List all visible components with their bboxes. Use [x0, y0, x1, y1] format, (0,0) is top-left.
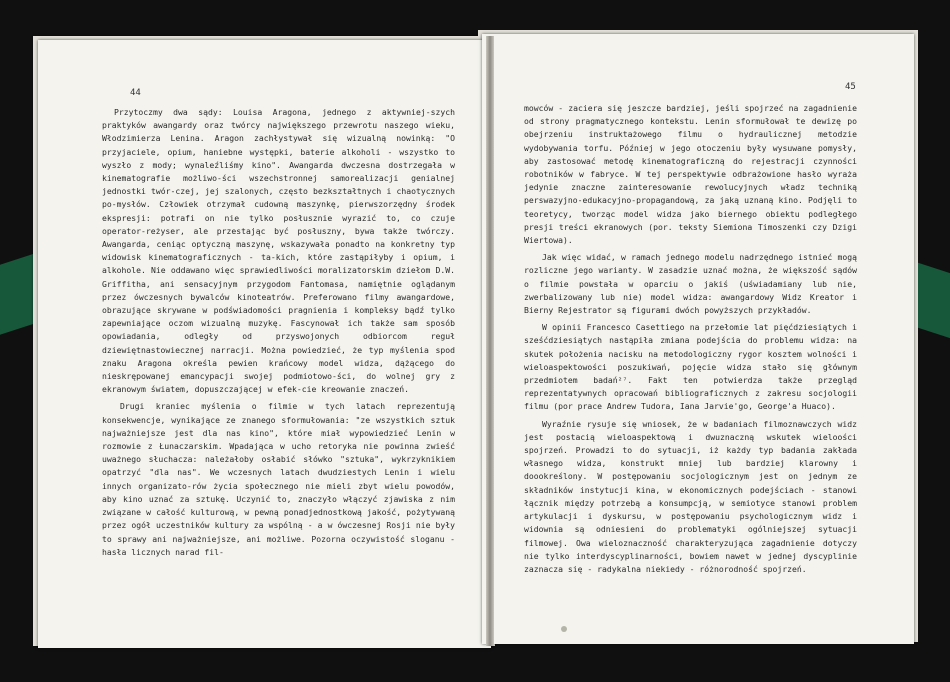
paragraph: Jak więc widać, w ramach jednego modelu nadrzędnego istnieć mogą rozliczne jego warianty. W zasadzie uznać można, że większość sądów o filmie powstała w oparciu o jakiś (uświadamiany lub nie, zwerbalizowany lub nie) model widza: awangardowy Widz Kreator i Bierny Rejestrator są figurami dwóch powyższych przykładów. — [524, 252, 857, 316]
right-page — [482, 34, 914, 644]
book-gutter — [486, 36, 494, 646]
paragraph: Drugi kraniec myślenia o filmie w tych latach reprezentują konsekwencje, wynikające ze znanego sformułowania: "ze wszystkich sztuk najważniejsze jest dla nas kino", które miał wypowiedzieć Lenin w rozmowie z Łunaczarskim. Wpadająca w ucho retoryka nie powinna zwieść uważnego słuchacza: należałoby osłabić słówko "sztuka", wykrzyknikiem opatrzyć "dla nas". We wczesnych latach dwudziestych Lenin i wielu innych organizato-rów życia społecznego nie mieli zbyt wielu powodów, aby kino uznać za sztukę. Uczynić to, znaczyło włączyć zjawiska z nim związane w całość kulturową, w pewną ponadjednostkową jakość, pożytywaną przez ogół uczestników kultury za wspólną - a w ówczesnej Rosji nie były to sprawy ani najważniejsze, ani możliwe. Pozorna oczywistość sloganu - hasła licznych narad fil- — [102, 401, 455, 557]
right-page-text — [524, 102, 857, 580]
page-number-right: 45 — [845, 82, 856, 92]
ink-mark — [561, 626, 567, 632]
paragraph: W opinii Francesco Casettiego na przełomie lat pięćdziesiątych i sześćdziesiątych nastąpiła zmiana podejścia do problemu widza: na skutek położenia nacisku na metodologiczny rygor kosztem wolności i wieloaspektowości poszukiwań, pojęcie widza stało się głównym przedmiotem badań²⁷. Fakt ten potwierdza także przegląd reprezentatywnych opracowań bibliograficznych z zakresu socjologii filmu (por prace Andrew Tudora, Iana Jarvie'go, George'a Huaco). — [524, 322, 857, 412]
left-page-text — [102, 106, 455, 563]
paragraph: Przytoczmy dwa sądy: Louisa Aragona, jednego z aktywniej-szych praktyków awangardy oraz twórcy największego przewrotu naszego wieku, Włodzimierza Lenina. Aragon zachłystywał się wizualną nowinką: "O przyjaciele, opium, haniebne występki, baterie alkoholi - wszystko to wyszło z mody; wynaleźliśmy kino". Awangarda dwczesna dostrzegała w kinematografie możliwo-ści wszechstronnej samorealizacji genialnej jednostki twór-czej, jej szalonych, często bezkształtnych i chaotycznych po-mysłów. Człowiek otrzymał cudowną maszynkę, pierwszorzędny środek ekspresji: potrafi on nie tylko posłusznie wyrazić to, co czuje operator-reżyser, ale przestając być posłuszny, bywa także twórczy. Awangarda, ceniąc optyczną maszynę, wskazywała ponadto na konkretny typ widowisk kinematograficznych - ta-kich, które zastąpiłyby i opium, i alkohole. Nie oddawano więc sprawiedliwości moralizatorskim dziełom D.W. Griffitha, ani sensacyjnym przygodom Fantomasa, namiętnie oglądanym przez ówczesnych bywalców kinoteatrów. Preferowano filmy awangardowe, obrazujące skrywane w podświadomości pragnienia i kompleksy bądź tylko zapewniające oczom wizualną muzykę. Fascynował ich także sam sposób opowiadania, odległy od przyswojonych odbiorcom reguł dziewiętnastowiecznej narracji. Można powiedzieć, że typ myślenia spod znaku Aragona określa pewien krańcowy model widza, dążącego do nieskrępowanej emancypacji swojej podmiotowo-ści, do wolnej gry z ekranowym światem, dopuszczającej w efek-cie kreowanie znaczeń. — [102, 107, 455, 395]
paragraph: mowców - zaciera się jeszcze bardziej, jeśli spojrzeć na zagadnienie od strony pragmatycznego kontekstu. Lenin sformułował te dewizę po obejrzeniu instruktażowego filmu o hydraulicznej metodzie wydobywania torfu. Później w jego otoczeniu były wysuwane pomysły, aby zastosować metodę kinematograficzną do rejestracji czynności robotników w fabryce. W tej perspektywie odbrażowione hasło wyraża jedynie znaczne zainteresowanie rewolucyjnych władz techniką perswazyjno-edukacyjno-propagandową, za jaką uznaną kino. Podjęli to teoretycy, tworząc model widza jako biernego obiektu podległego presji treści ekranowych (por. teksty Siemiona Timoszenki czy Dzigi Wiertowa). — [524, 103, 857, 246]
paragraph: Wyraźnie rysuje się wniosek, że w badaniach filmoznawczych widz jest postacią wieloaspektową i dwuznaczną wskutek wieloości spojrzeń. Prowadzi to do sytuacji, iż każdy typ badania zakłada własnego widza, konstrukt mniej lub bardziej klarowny i doookreślony. W postępowaniu socjologicznym jest on jednym ze składników instytucji kina, w ekonomicznych podejściach - stanowi łącznik między potrzebą a konsumpcją, w semiotyce stanowi problem artykulacji i dyskursu, w postępowaniu psychologicznym widz i widownia są odniesieni do problematyki ogólniejszej sytuacji filmowej. Owa wieloznaczność charakteryzująca zagadnienie dotyczy nie tylko interdyscyplinarności, bowiem nawet w jednej dyscyplinie zaznacza się - radykalna niekiedy - różnorodność spojrzeń. — [524, 418, 857, 574]
left-page — [38, 40, 491, 648]
page-number-left: 44 — [130, 88, 141, 98]
